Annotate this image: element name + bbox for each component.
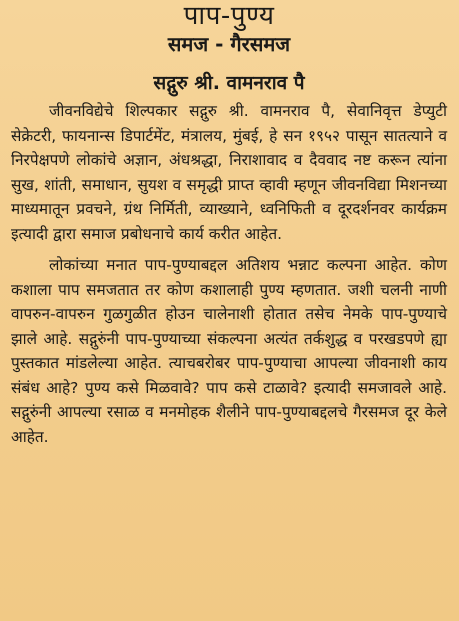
paragraph-author-intro: जीवनविद्येचे शिल्पकार सद्गुरु श्री. वामनराव पै, सेवानिवृत्त डेप्युटी सेक्रेटरी, फायनान्स डिपार्टमेंट, मंत्रालय, मुंबई, हे सन १९५२ पासून सातत्याने व निरपेक्षपणे लोकांचे अज्ञान, अंधश्रद्धा, निराशावाद व दैववाद नष्ट करून त्यांना सुख, शांती, समाधान, सुयश व समृद्धी प्राप्त व्हावी म्हणून जीवनविद्या मिशनच्या माध्यमातून प्रवचने, ग्रंथ निर्मिती, व्याख्याने, ध्वनिफिती व दूरदर्शनवर कार्यक्रम इत्यादी द्वारा समाज प्रबोधनाचे कार्य करीत आहेत.: [11, 102, 447, 243]
paragraph-book-summary: लोकांच्या मनात पाप-पुण्याबद्दल अतिशय भन्नाट कल्पना आहेत. कोण कशाला पाप समजतात तर कोण कशालाही पुण्य म्हणतात. जशी चलनी नाणी वापरुन-वापरुन गुळगुळीत होउन चालेनाशी होतात तसेच नेमके पाप-पुण्याचे झाले आहे. सद्गुरुंनी पाप-पुण्याच्या संकल्पना अत्यंत तर्कशुद्ध व परखडपणे ह्या पुस्तकात मांडलेल्या आहेत. त्याचबरोबर पाप-पुण्याचा आपल्या जीवनाशी काय संबंध आहे? पुण्य कसे मिळवावे? पाप कसे टाळावे? इत्यादी समजावले आहे. सद्गुरुंनी आपल्या रसाळ व मनमोहक शैलीने पाप-पुण्याबद्दलचे गैरसमज दूर केले आहेत.: [11, 256, 447, 446]
page-title: पाप-पुण्य: [183, 1, 275, 31]
author-name: सद्गुरु श्री. वामनराव पै: [153, 72, 305, 94]
page-subtitle: समज - गैरसमज: [167, 32, 291, 56]
